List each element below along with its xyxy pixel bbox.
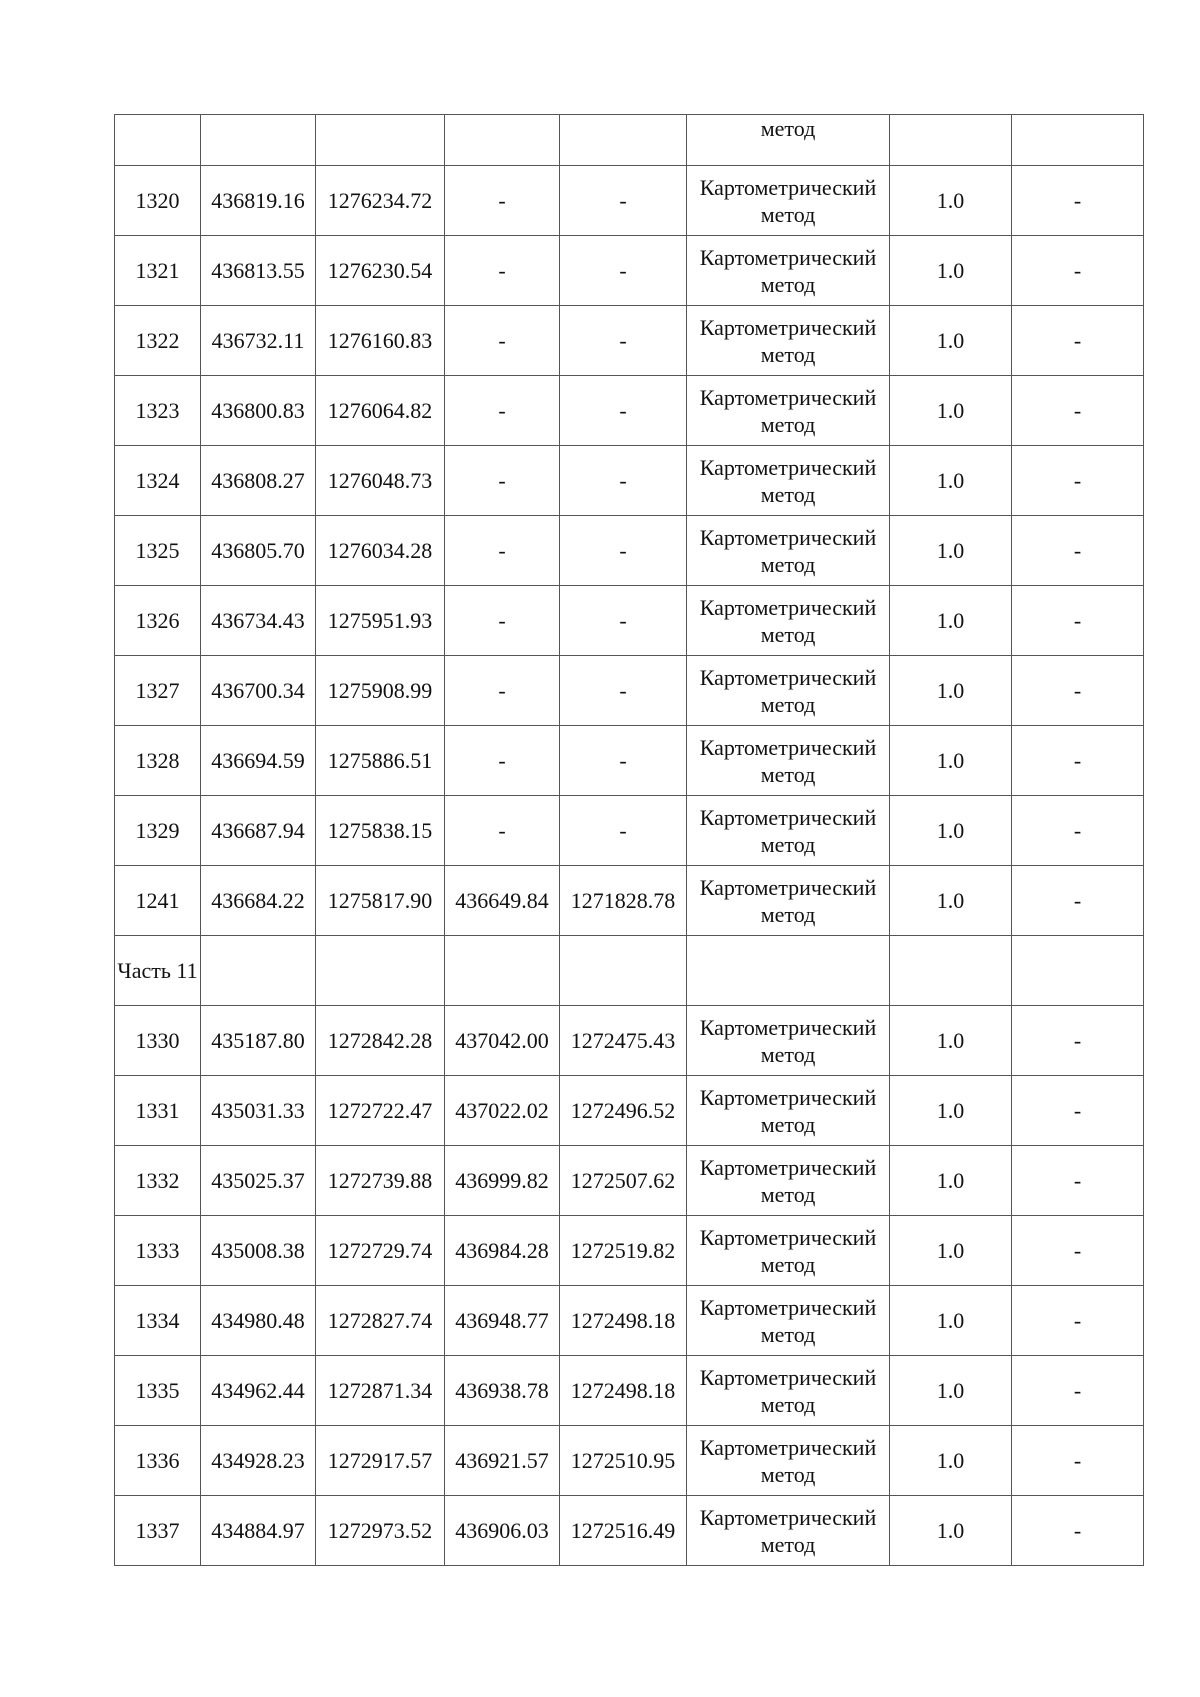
table-row [115, 166, 1144, 236]
cell-point: 1326 [115, 586, 201, 656]
cell-accuracy: 1.0 [890, 726, 1012, 796]
cell-note: - [1012, 726, 1144, 796]
cell-y: 1276034.28 [316, 516, 445, 586]
cell-note: - [1012, 1356, 1144, 1426]
coordinates-table [114, 114, 1144, 1566]
cell-accuracy: 1.0 [890, 796, 1012, 866]
cell-x: 436687.94 [201, 796, 316, 866]
cell-point: 1321 [115, 236, 201, 306]
cell-accuracy: 1.0 [890, 586, 1012, 656]
cell-note: - [1012, 1216, 1144, 1286]
cell-x2: - [445, 796, 560, 866]
cell-x2: - [445, 726, 560, 796]
cell-x: 434962.44 [201, 1356, 316, 1426]
cell-point: 1327 [115, 656, 201, 726]
table-row [115, 586, 1144, 656]
cell-x [201, 115, 316, 166]
cell-method: Картометрический метод [687, 166, 890, 236]
cell-note: - [1012, 1146, 1144, 1216]
cell-y2: 1272519.82 [560, 1216, 687, 1286]
table-row [115, 1356, 1144, 1426]
cell-point: 1329 [115, 796, 201, 866]
cell-x: 435031.33 [201, 1076, 316, 1146]
cell-method: Картометрический метод [687, 796, 890, 866]
cell-accuracy: 1.0 [890, 866, 1012, 936]
table-row [115, 1216, 1144, 1286]
cell-y2: - [560, 656, 687, 726]
cell-y2: 1272496.52 [560, 1076, 687, 1146]
cell-y: 1272842.28 [316, 1006, 445, 1076]
cell-note: - [1012, 656, 1144, 726]
cell-y2: - [560, 726, 687, 796]
table-row [115, 866, 1144, 936]
cell-y: 1275908.99 [316, 656, 445, 726]
cell-note: - [1012, 166, 1144, 236]
cell-x2: - [445, 236, 560, 306]
cell-method: Картометрический метод [687, 1426, 890, 1496]
cell-x2: - [445, 166, 560, 236]
cell-point: 1323 [115, 376, 201, 446]
cell-point: 1325 [115, 516, 201, 586]
table-row [115, 1076, 1144, 1146]
cell-note: - [1012, 1286, 1144, 1356]
cell-accuracy: 1.0 [890, 1426, 1012, 1496]
cell-point: 1333 [115, 1216, 201, 1286]
cell-point: 1331 [115, 1076, 201, 1146]
cell-y [316, 115, 445, 166]
cell-point: 1328 [115, 726, 201, 796]
cell-y: 1276064.82 [316, 376, 445, 446]
cell-y: 1272973.52 [316, 1496, 445, 1566]
cell-point: 1330 [115, 1006, 201, 1076]
cell-accuracy: 1.0 [890, 1286, 1012, 1356]
cell-y2: - [560, 306, 687, 376]
cell-accuracy: 1.0 [890, 1356, 1012, 1426]
cell-x: 435187.80 [201, 1006, 316, 1076]
cell-y: 1275886.51 [316, 726, 445, 796]
cell-note: - [1012, 866, 1144, 936]
cell-x: 436819.16 [201, 166, 316, 236]
cell-x2: - [445, 306, 560, 376]
table-row [115, 306, 1144, 376]
cell-y: 1272917.57 [316, 1426, 445, 1496]
cell-x: 436732.11 [201, 306, 316, 376]
table-row [115, 446, 1144, 516]
table-row [115, 936, 1144, 1006]
cell-x2: 436906.03 [445, 1496, 560, 1566]
cell-note: - [1012, 1496, 1144, 1566]
cell-method [687, 936, 890, 1006]
cell-method: Картометрический метод [687, 1006, 890, 1076]
table-row [115, 1006, 1144, 1076]
cell-x2: - [445, 446, 560, 516]
cell-y2 [560, 936, 687, 1006]
cell-y2: 1272516.49 [560, 1496, 687, 1566]
cell-point: 1320 [115, 166, 201, 236]
cell-note: - [1012, 446, 1144, 516]
cell-note [1012, 115, 1144, 166]
cell-y: 1272827.74 [316, 1286, 445, 1356]
cell-method: Картометрический метод [687, 726, 890, 796]
cell-y: 1272722.47 [316, 1076, 445, 1146]
table-row [115, 236, 1144, 306]
cell-x: 436813.55 [201, 236, 316, 306]
table-row [115, 1286, 1144, 1356]
cell-accuracy: 1.0 [890, 1216, 1012, 1286]
cell-x2: 436938.78 [445, 1356, 560, 1426]
cell-x: 436694.59 [201, 726, 316, 796]
cell-method: Картометрический метод [687, 236, 890, 306]
cell-y: 1272739.88 [316, 1146, 445, 1216]
cell-accuracy: 1.0 [890, 166, 1012, 236]
table-row [115, 1146, 1144, 1216]
cell-accuracy [890, 936, 1012, 1006]
cell-accuracy: 1.0 [890, 446, 1012, 516]
cell-x2 [445, 115, 560, 166]
cell-y2: - [560, 376, 687, 446]
cell-accuracy: 1.0 [890, 376, 1012, 446]
cell-method: метод [687, 115, 890, 166]
cell-point: 1241 [115, 866, 201, 936]
cell-y: 1275817.90 [316, 866, 445, 936]
cell-x: 434980.48 [201, 1286, 316, 1356]
cell-y: 1276048.73 [316, 446, 445, 516]
cell-method: Картометрический метод [687, 1356, 890, 1426]
cell-x2: 436984.28 [445, 1216, 560, 1286]
cell-x2: - [445, 586, 560, 656]
cell-point: 1336 [115, 1426, 201, 1496]
cell-y [316, 936, 445, 1006]
cell-x: 436808.27 [201, 446, 316, 516]
cell-y: 1272729.74 [316, 1216, 445, 1286]
cell-x: 435008.38 [201, 1216, 316, 1286]
cell-note: - [1012, 306, 1144, 376]
cell-x2: - [445, 376, 560, 446]
cell-method: Картометрический метод [687, 1076, 890, 1146]
cell-x2: 436649.84 [445, 866, 560, 936]
cell-method: Картометрический метод [687, 306, 890, 376]
cell-y2: 1272475.43 [560, 1006, 687, 1076]
table-row [115, 516, 1144, 586]
cell-x2: 436999.82 [445, 1146, 560, 1216]
cell-note: - [1012, 586, 1144, 656]
cell-accuracy: 1.0 [890, 516, 1012, 586]
cell-x [201, 936, 316, 1006]
cell-accuracy: 1.0 [890, 1076, 1012, 1146]
cell-note: - [1012, 1006, 1144, 1076]
cell-y: 1275951.93 [316, 586, 445, 656]
table-row-continuation [115, 115, 1144, 166]
cell-note: - [1012, 516, 1144, 586]
cell-x2: 437042.00 [445, 1006, 560, 1076]
cell-y: 1272871.34 [316, 1356, 445, 1426]
cell-method: Картометрический метод [687, 1286, 890, 1356]
cell-x2: - [445, 516, 560, 586]
cell-y: 1275838.15 [316, 796, 445, 866]
cell-point: 1332 [115, 1146, 201, 1216]
cell-x2: 436921.57 [445, 1426, 560, 1496]
cell-method: Картометрический метод [687, 866, 890, 936]
cell-accuracy: 1.0 [890, 1006, 1012, 1076]
cell-y2: 1272498.18 [560, 1286, 687, 1356]
cell-method: Картометрический метод [687, 1146, 890, 1216]
cell-note: - [1012, 376, 1144, 446]
cell-accuracy [890, 115, 1012, 166]
table-row [115, 1496, 1144, 1566]
cell-point: 1322 [115, 306, 201, 376]
cell-x: 434884.97 [201, 1496, 316, 1566]
cell-y2: 1272510.95 [560, 1426, 687, 1496]
cell-x: 436684.22 [201, 866, 316, 936]
cell-point: 1324 [115, 446, 201, 516]
table-body [115, 115, 1144, 1566]
cell-y2: 1271828.78 [560, 866, 687, 936]
cell-accuracy: 1.0 [890, 1146, 1012, 1216]
cell-x2: 436948.77 [445, 1286, 560, 1356]
cell-accuracy: 1.0 [890, 306, 1012, 376]
cell-note [1012, 936, 1144, 1006]
cell-x: 436734.43 [201, 586, 316, 656]
cell-note: - [1012, 236, 1144, 306]
cell-point: 1334 [115, 1286, 201, 1356]
cell-point: 1335 [115, 1356, 201, 1426]
cell-accuracy: 1.0 [890, 236, 1012, 306]
cell-y: 1276230.54 [316, 236, 445, 306]
table-row [115, 1426, 1144, 1496]
cell-x: 434928.23 [201, 1426, 316, 1496]
cell-method: Картометрический метод [687, 446, 890, 516]
cell-y2: - [560, 586, 687, 656]
cell-method: Картометрический метод [687, 656, 890, 726]
cell-accuracy: 1.0 [890, 656, 1012, 726]
cell-point: Часть 11 [115, 936, 201, 1006]
cell-x2: 437022.02 [445, 1076, 560, 1146]
cell-x2: - [445, 656, 560, 726]
table-row [115, 376, 1144, 446]
cell-x: 436700.34 [201, 656, 316, 726]
cell-point: 1337 [115, 1496, 201, 1566]
cell-y2: - [560, 166, 687, 236]
table-row [115, 796, 1144, 866]
table-row [115, 726, 1144, 796]
cell-y2: - [560, 446, 687, 516]
cell-note: - [1012, 796, 1144, 866]
cell-y2: 1272507.62 [560, 1146, 687, 1216]
table-row [115, 656, 1144, 726]
cell-method: Картометрический метод [687, 1496, 890, 1566]
cell-method: Картометрический метод [687, 376, 890, 446]
cell-note: - [1012, 1426, 1144, 1496]
cell-x: 436800.83 [201, 376, 316, 446]
cell-method: Картометрический метод [687, 516, 890, 586]
cell-y2: - [560, 236, 687, 306]
cell-method: Картометрический метод [687, 1216, 890, 1286]
cell-x: 436805.70 [201, 516, 316, 586]
cell-y: 1276234.72 [316, 166, 445, 236]
cell-method: Картометрический метод [687, 586, 890, 656]
cell-y2: - [560, 516, 687, 586]
cell-note: - [1012, 1076, 1144, 1146]
cell-x: 435025.37 [201, 1146, 316, 1216]
cell-y2 [560, 115, 687, 166]
cell-point [115, 115, 201, 166]
cell-y2: 1272498.18 [560, 1356, 687, 1426]
cell-y2: - [560, 796, 687, 866]
cell-x2 [445, 936, 560, 1006]
cell-accuracy: 1.0 [890, 1496, 1012, 1566]
cell-y: 1276160.83 [316, 306, 445, 376]
